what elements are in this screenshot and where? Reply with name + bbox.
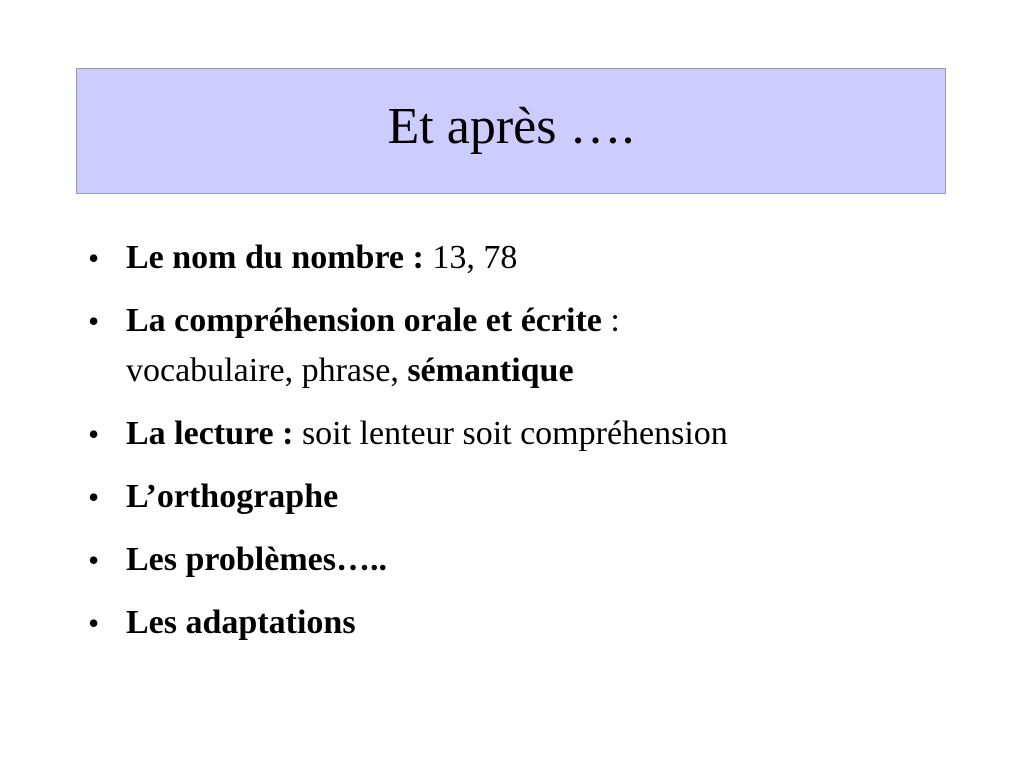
bullet-item-orthographe (88, 472, 968, 522)
bullet-icon: • (88, 303, 100, 339)
bullet-list (88, 233, 968, 661)
bullet-icon: • (88, 542, 100, 578)
bullet-normal-text: 13, 78 (423, 239, 518, 276)
bullet-icon: • (88, 416, 100, 452)
bullet-bold-text: La lecture : (126, 415, 294, 452)
bullet-normal-text: : (601, 302, 620, 339)
bullet-item-nom-du-nombre (88, 233, 968, 283)
bullet-bold-text-line2: sémantique (407, 352, 574, 389)
bullet-icon: • (88, 479, 100, 515)
bullet-bold-text: La compréhension orale et écrite (126, 302, 602, 339)
bullet-item-adaptations (88, 598, 968, 648)
bullet-bold-text: Les problèmes….. (126, 541, 387, 578)
bullet-bold-text: Les adaptations (126, 604, 356, 641)
bullet-normal-text: soit lenteur soit compréhension (293, 415, 728, 452)
bullet-normal-text-line2: vocabulaire, phrase, (126, 352, 408, 389)
bullet-icon: • (88, 605, 100, 641)
bullet-item-comprehension (88, 296, 968, 396)
slide-title: Et après …. (387, 98, 635, 155)
title-box (76, 68, 946, 194)
bullet-icon: • (88, 240, 100, 276)
bullet-item-lecture (88, 409, 968, 459)
bullet-item-problemes (88, 535, 968, 585)
bullet-bold-text: L’orthographe (126, 478, 339, 515)
bullet-bold-text: Le nom du nombre : (126, 239, 424, 276)
